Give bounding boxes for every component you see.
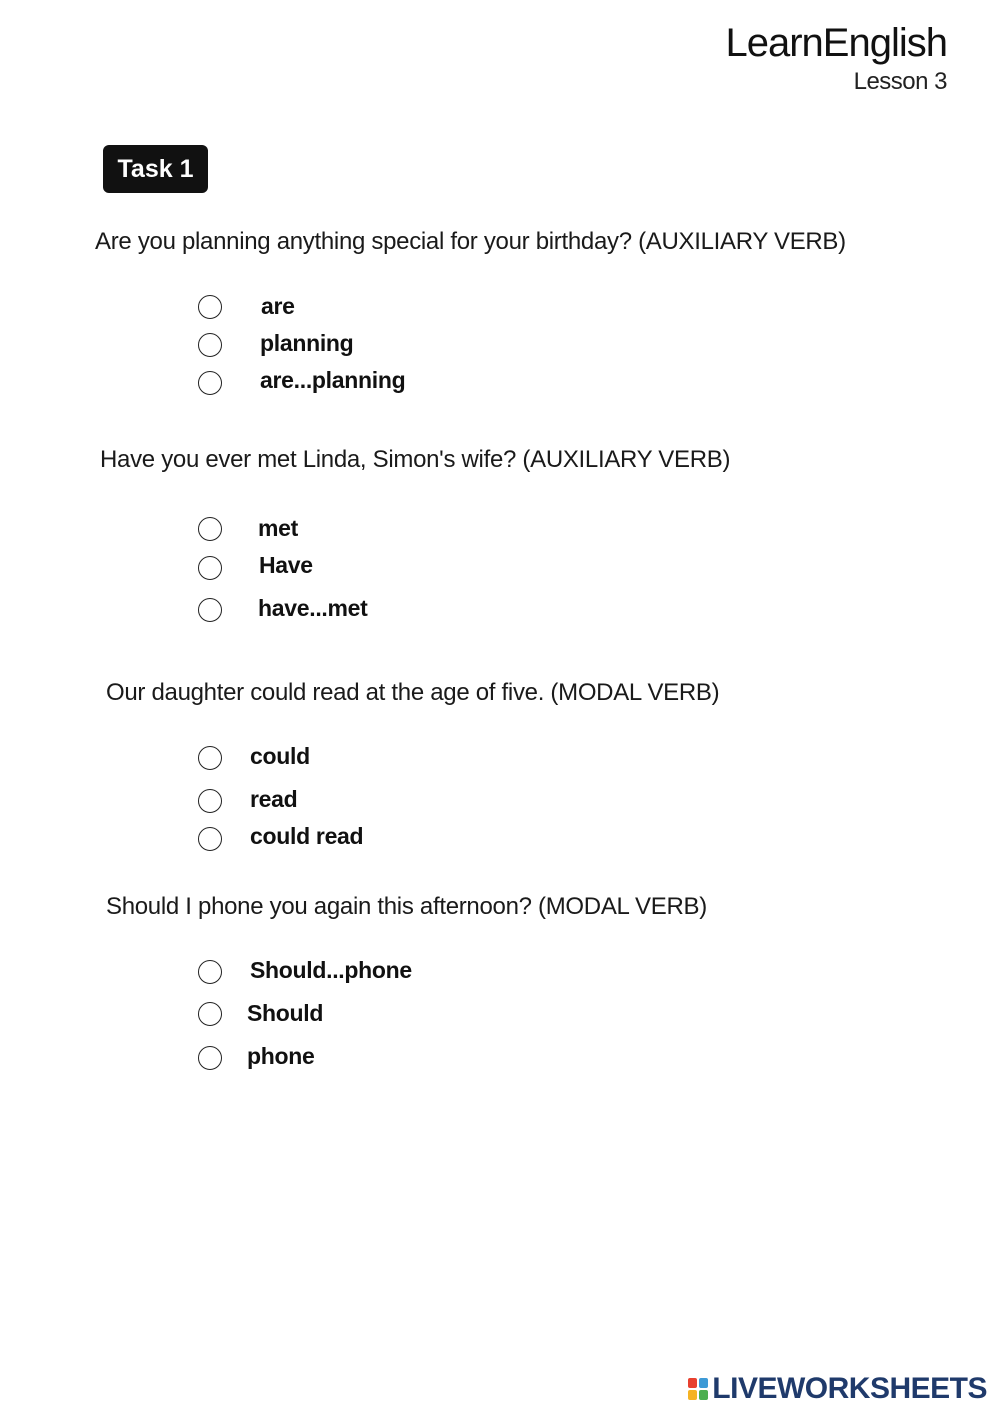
task-badge: Task 1 <box>103 145 208 193</box>
logo-text: LIVEWORKSHEETS <box>712 1372 987 1405</box>
question-4-option-2-label[interactable]: Should <box>247 1000 324 1026</box>
question-4-option-1-label[interactable]: Should...phone <box>250 957 412 983</box>
lesson-label: Lesson 3 <box>853 68 947 95</box>
question-1-option-2-label[interactable]: planning <box>260 330 354 356</box>
question-1-option-2-radio[interactable] <box>198 333 222 357</box>
question-4-option-2-radio[interactable] <box>198 1002 222 1026</box>
question-3-option-2-label[interactable]: read <box>250 786 298 812</box>
question-4-option-3-label[interactable]: phone <box>247 1043 315 1069</box>
question-1-option-1-label[interactable]: are <box>261 293 295 319</box>
question-3-option-3-radio[interactable] <box>198 827 222 851</box>
question-4-option-3-radio[interactable] <box>198 1046 222 1070</box>
question-1-text: Are you planning anything special for your birthday? (AUXILIARY VERB) <box>95 228 846 255</box>
question-2-option-3-label[interactable]: have...met <box>258 595 368 621</box>
question-3-option-2-radio[interactable] <box>198 789 222 813</box>
logo-mark-icon <box>688 1378 708 1400</box>
liveworksheets-logo <box>688 1372 987 1406</box>
question-2-option-3-radio[interactable] <box>198 598 222 622</box>
question-2-option-2-radio[interactable] <box>198 556 222 580</box>
question-2-text: Have you ever met Linda, Simon's wife? (AUXILIARY VERB) <box>100 446 731 473</box>
question-4-option-1-radio[interactable] <box>198 960 222 984</box>
question-3-text: Our daughter could read at the age of five. (MODAL VERB) <box>106 679 720 706</box>
question-2-option-1-label[interactable]: met <box>258 515 299 541</box>
question-4-text: Should I phone you again this afternoon? (MODAL VERB) <box>106 893 707 920</box>
question-3-option-1-radio[interactable] <box>198 746 222 770</box>
question-2-option-1-radio[interactable] <box>198 517 222 541</box>
question-1-option-3-label[interactable]: are...planning <box>260 367 406 393</box>
question-1-option-1-radio[interactable] <box>198 295 222 319</box>
header-brand <box>726 20 948 98</box>
question-2-option-2-label[interactable]: Have <box>259 552 313 578</box>
question-3-option-3-label[interactable]: could read <box>250 823 364 849</box>
question-1-option-3-radio[interactable] <box>198 371 222 395</box>
question-3-option-1-label[interactable]: could <box>250 743 310 769</box>
page-title: LearnEnglish <box>725 21 947 65</box>
